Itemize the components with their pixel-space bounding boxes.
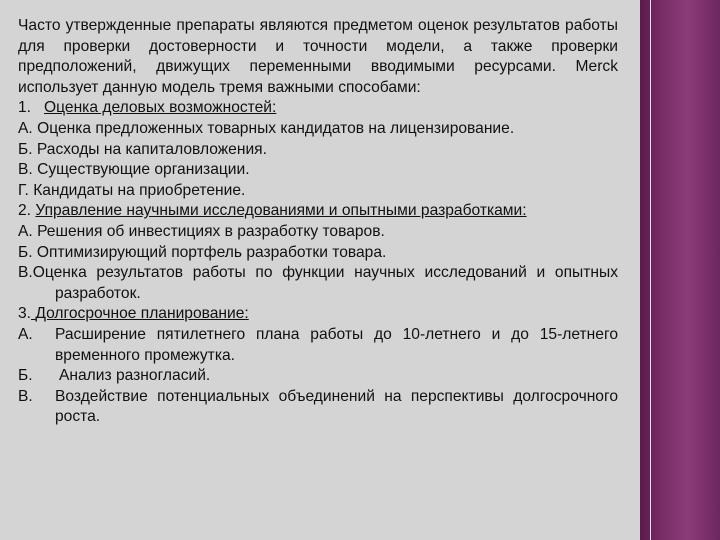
- section-2-number: 2.: [18, 202, 32, 220]
- section-3-item-a-text: Расширение пятилетнего плана работы до 10-летнего и до 15-летнего временного промежутка.: [55, 325, 618, 364]
- section-3-number: 3.: [18, 305, 32, 323]
- section-2-item-v: В.Оценка результатов работы по функции научных исследований и опытных разработок.: [18, 264, 618, 302]
- intro-paragraph: Часто утвержденные препараты являются предметом оценок результатов работы для проверки достоверности и точности модели, а также проверки предположений, движущих переменными вводимыми ресурсами. Merck использует данную модель тремя важными способами:: [18, 17, 618, 96]
- section-1-item-b: Б. Расходы на капиталовложения.: [18, 140, 267, 158]
- section-3-item-v: [18, 387, 618, 428]
- section-2-heading: [18, 201, 618, 222]
- decorative-side-panel: [640, 0, 720, 540]
- section-3-item-a-marker: А.: [18, 325, 33, 343]
- section-2-title: Управление научными исследованиями и опытными разработками:: [35, 202, 527, 220]
- slide-text: [18, 16, 618, 428]
- section-3-item-b-text: Анализ разногласий.: [59, 367, 211, 385]
- decorative-side-line: [650, 0, 651, 540]
- section-3-heading: [18, 304, 618, 325]
- section-3-item-b-marker: Б.: [18, 367, 33, 385]
- section-3-title: Долгосрочное планирование:: [35, 305, 249, 323]
- section-2-item-b: Б. Оптимизирующий портфель разработки товара.: [18, 243, 387, 261]
- section-3-item-b: [18, 366, 618, 387]
- section-1-item-a: А. Оценка предложенных товарных кандидатов на лицензирование.: [18, 119, 515, 137]
- section-2-item-a: А. Решения об инвестициях в разработку товаров.: [18, 222, 385, 240]
- section-1-title: Оценка деловых возможностей:: [44, 99, 277, 117]
- section-3-item-v-marker: В.: [18, 387, 33, 405]
- section-1-number: 1.: [18, 99, 32, 117]
- section-1-heading: [18, 98, 618, 119]
- section-1-item-g: Г. Кандидаты на приобретение.: [18, 181, 246, 199]
- section-1-item-v: В. Существующие организации.: [18, 161, 250, 179]
- section-3-item-v-text: Воздействие потенциальных объединений на перспективы долгосрочного роста.: [55, 387, 618, 426]
- section-3-item-a: [18, 325, 618, 366]
